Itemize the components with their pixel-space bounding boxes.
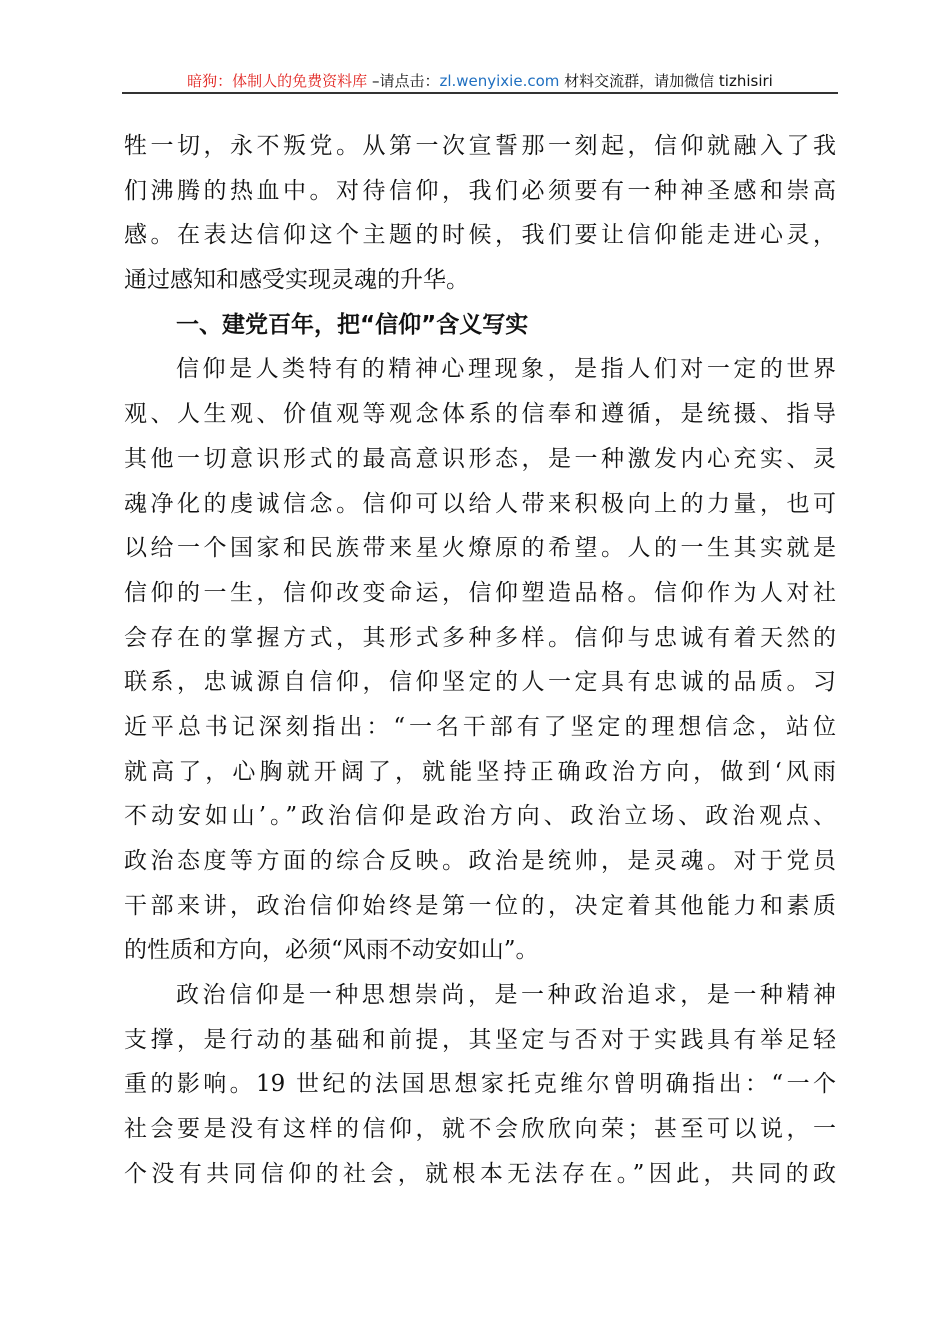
paragraph-line: 近平总书记深刻指出：“一名干部有了坚定的理想信念，站位 [124,713,836,740]
header-prompt: –请点击： [367,72,440,90]
paragraph-line: 魂净化的虔诚信念。信仰可以给人带来积极向上的力量，也可 [124,490,836,517]
paragraph-line: 政治态度等方面的综合反映。政治是统帅，是灵魂。对于党员 [124,848,836,874]
paragraph-line: 社会要是没有这样的信仰，就不会欣欣向荣；甚至可以说，一 [124,1116,836,1143]
paragraph-line: 牲一切，永不叛党。从第一次宣誓那一刻起，信仰就融入了我 [124,133,836,159]
paragraph-line: 就高了，心胸就开阔了，就能坚持正确政治方向，做到‘风雨 [124,758,836,785]
paragraph-line: 通过感知和感受实现灵魂的升华。 [124,267,469,294]
document-body [124,124,836,1197]
paragraph-line: 们沸腾的热血中。对待信仰，我们必须要有一种神圣感和崇高 [124,177,836,204]
paragraph-line: 其他一切意识形式的最高意识形态，是一种激发内心充实、灵 [124,445,836,472]
header-rule [122,92,838,94]
header-link[interactable]: zl.wenyixie.com [439,72,560,90]
paragraph-line: 的性质和方向，必须“风雨不动安如山”。 [124,937,539,964]
paragraph-line: 政治信仰是一种思想崇尚，是一种政治追求，是一种精神 [176,982,836,1009]
paragraph-line: 个没有共同信仰的社会，就根本无法存在。”因此，共同的政 [124,1160,836,1187]
section-heading: 一、建党百年，把“信仰”含义写实 [176,311,529,338]
paragraph-line: 支撑，是行动的基础和前提，其坚定与否对于实践具有举足轻 [124,1026,836,1053]
paragraph-line: 信仰的一生，信仰改变命运，信仰塑造品格。信仰作为人对社 [124,579,836,606]
paragraph-line: 信仰是人类特有的精神心理现象，是指人们对一定的世界 [176,356,836,383]
header-contact: 材料交流群，请加微信 tizhisiri [559,72,773,90]
page-header [124,70,836,91]
header-site-name: 暗狗：体制人的免费资料库 [187,72,368,90]
paragraph-line: 重的影响。19 世纪的法国思想家托克维尔曾明确指出：“一个 [124,1071,836,1098]
paragraph-line: 会存在的掌握方式，其形式多种多样。信仰与忠诚有着天然的 [124,624,836,651]
paragraph-line: 以给一个国家和民族带来星火燎原的希望。人的一生其实就是 [124,535,836,562]
paragraph-line: 观、人生观、价值观等观念体系的信奉和遵循，是统摄、指导 [124,401,836,428]
paragraph-line: 联系，忠诚源自信仰，信仰坚定的人一定具有忠诚的品质。习 [124,669,836,696]
paragraph-line: 感。在表达信仰这个主题的时候，我们要让信仰能走进心灵， [124,222,836,249]
paragraph-line: 干部来讲，政治信仰始终是第一位的，决定着其他能力和素质 [124,892,836,919]
paragraph-line: 不动安如山’。”政治信仰是政治方向、政治立场、政治观点、 [124,803,836,830]
